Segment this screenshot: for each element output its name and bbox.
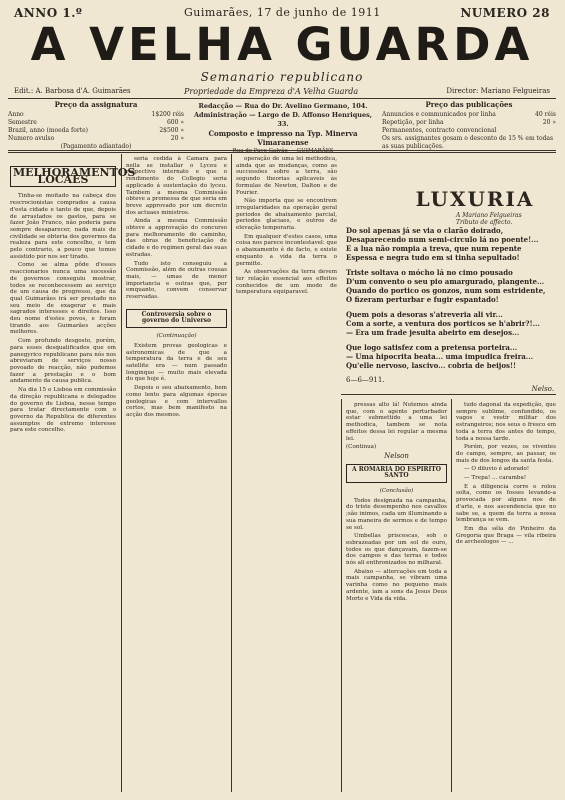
column-divider bbox=[121, 154, 122, 792]
subscription-note: (Pagamento adiantado) bbox=[60, 143, 132, 150]
paragraph: E a diligencia corre e rolou solta, como os fosses levando-a provocada por alguns nos de d'arte, e nos ascendencia que no sabe se, a quem da terra a nossa lembrança se vem. bbox=[456, 483, 556, 524]
publications-note: Os srs. assignantes gosam o desconto de 15 % em todas as suas publicações. bbox=[382, 135, 554, 150]
poem-stanza: Que logo satisfez com a pretensa porteira... — Uma hipocrita beata... uma impudica freira... Qu'elle nervoso, lascivo... cobria de beijos!! bbox=[346, 343, 534, 370]
paragraph: Com profundo desgosto, porém, para esses desqualificados que em panegyrico republicano para nós nos abreviaram de serviços nosso povoado de reacção, não pudemos fazer a prestação e o bom andamento da causa publica. bbox=[10, 338, 116, 385]
redaction-line: Redacção — Rua do Dr. Avelino Germano, 104. bbox=[198, 102, 368, 110]
article-heading-controversia: Controversia sobre o governo do Universo bbox=[126, 309, 227, 328]
paragraph: Não importa que se encontrem irregularidades na operação geral periodos de abaixamento parcial, periodos glaciaes, e outros de elevação temporaria. bbox=[236, 198, 337, 232]
column-1 bbox=[10, 164, 136, 792]
subscription-row: Numero avulso 20 » bbox=[8, 135, 184, 142]
admin-line: Administração — Largo de D. Affonso Henriques, 33. bbox=[193, 111, 373, 128]
masthead-subtitle: Semanario republicano bbox=[200, 70, 364, 84]
column-divider bbox=[341, 399, 342, 792]
paragraph: operação de uma lei methodica, ainda que as mudanças, como as successões sobre a terra, são segundo theorias aplicaveis às formulas de Newton, Dalton e de Fourier. bbox=[236, 156, 337, 196]
poem-signature: Nelso. bbox=[531, 385, 554, 393]
masthead-meta bbox=[14, 87, 550, 97]
paragraph: Abaixo — altercações em toda a mais campanha, se vibram uma varinha como no pequeno mais ardente, iam a sons da Jesus Deus Morto e Vida da vida. bbox=[346, 568, 447, 602]
poem-stanza: Do sol apenas já se via o clarão doirado, Desaparecendo num semi-circulo lá no poente!... E a lua não rompia a treva, que num repente Espessa e negra tudo em si tinha sepultado! bbox=[346, 226, 539, 262]
year-label: ANNO 1.º bbox=[14, 6, 83, 20]
column-divider bbox=[231, 154, 232, 792]
publications-title: Preço das publicações bbox=[425, 100, 513, 109]
paragraph: Porém, por vezes, os viventes do campo, sempre, ao passar, os mais de dos longos da santa festa. bbox=[456, 444, 556, 464]
column-5 bbox=[456, 402, 556, 792]
subscription-row: Semestre 600 » bbox=[8, 119, 184, 126]
paragraph: Ainda a mesma Commissão obteve a approvação do concurso para melhoramento do caminho, das obras de beneficiação de cidade e do regimen geral das suas estradas. bbox=[126, 218, 227, 258]
masthead-title: A VELHA GUARDA bbox=[30, 18, 534, 71]
administration-box bbox=[190, 102, 376, 156]
paragraph: As observações da terra devem ter relação essencial aos effeitos conhecidos de um modo de temperatura equiparavel. bbox=[236, 269, 337, 296]
article-signature: Nelson bbox=[384, 451, 409, 460]
poem-stanza: Quem pois a desoras s'atreveria ali vir... Com a sorte, a ventura dos porticos se h'abrir?!... — Era um frade jesuita abeirto em desejos... bbox=[346, 310, 540, 337]
article-heading-romaria: A ROMARIA DO ESPIRITO SANTO bbox=[346, 464, 447, 483]
rule-top bbox=[8, 98, 556, 99]
poem-body bbox=[346, 226, 554, 394]
paragraph: Na dia 15 o Lisboa em commissão da direção republicana e delegados do governo de Lisboa, nesse tempo para tratar directamente com o governo da Republica de diferentes assumptos de extremo interesse para este concelho. bbox=[10, 387, 116, 434]
paragraph: Em qualquer d'estes casos, uma coisa nos parece incontestavel: que o abaixamento é de facto, e existe enquanto a vida da terra o permitte. bbox=[236, 233, 337, 267]
editor-line: Edit.: A. Barbosa d'A. Guimarães bbox=[14, 87, 131, 95]
print-address: Rua de Payo Galvão — GUIMARÃES bbox=[232, 148, 334, 154]
paragraph: Existem provas geologicas e astronomicas de que a temperatura da terra e de seu satellite era — num passado longinquo — muito mais elevada do que hoje é. bbox=[126, 342, 227, 383]
issue-number: NUMERO 28 bbox=[460, 6, 550, 20]
paragraph: Em dia séla do Pinheiro da Gregoria que Braga — vila ribeira de archeologos — ... bbox=[456, 525, 556, 546]
paragraph: seria cedida à Camara para nella se installar o Lyceu e respectivo internato e que o rendimento do Collegio seria applicado á sustentação do lyceu. Tambem a mesma Commissão obteve a promessa de que seria em breve approvado por um decreto dos actuaes ministros. bbox=[126, 156, 227, 216]
column-4 bbox=[346, 402, 447, 792]
paragraph: Depois o seu abaixamento, bem como lento para algumas épocas geologicas e com intervallos certos, mas bem manifesto na acção dos mesmos. bbox=[126, 385, 227, 418]
print-line: Composto e impresso na Typ. Minerva Vimaranense bbox=[208, 129, 358, 147]
paragraph: Como se alma pôde d'esses reaccionarios nunca uma sucessão de governos conseguiu mostrar, todos se reconhecessem ao serviço de um causa de progresso, que da qual Guimarães irá ser prestado no seu meio de exagerar e mais sagrados interesses e direitos. Isso deu nome d'estes povos, e foram tirando aos Guimarães acções melhores. bbox=[10, 262, 116, 336]
subscription-row: Brazil, anno (moeda forte) 2$500 » bbox=[8, 127, 184, 134]
paragraph: tudo dagonal da expedição, que sempre sublime, confundido, os vagos e vestir militar dos estrangeiros; nos seus o fresco em toda a terra dos antes do tempo, toda a nossa tarde. bbox=[456, 402, 556, 442]
paragraph: Todos designada na campanha, do triste desempenho nos cavallos ;são inimos, cada um illuminando a sua maneira de sermos e de tempo se sol. bbox=[346, 497, 447, 531]
article-heading-melhoramentos: MELHORAMENTOS LOCAES bbox=[10, 166, 116, 187]
poem-bottom-rule bbox=[341, 394, 556, 395]
rule-body-top bbox=[8, 150, 556, 151]
paragraph: — O diluvio é adorado! bbox=[464, 466, 530, 473]
poem-title: LUXURIA bbox=[415, 187, 535, 211]
paragraph: — Trepa! ... caramba! bbox=[464, 475, 527, 482]
paragraph: pressas alto lá! Notemos ainda que, com o agente perturbador estar submettido a uma lei methodica, tambem se nota effeitos dessa lei regular a mesma lei. bbox=[346, 402, 447, 442]
poem-stanza: Triste soltava o mócho lá no cimo pousado D'um convento o seu pio amargurado, plangente... Quando do portico os gonzos, num som estridente, O fizeram perturbar e fugir espantado! bbox=[346, 268, 546, 304]
paragraph: Umbellas priscescas, sob o esbrazeadas por um sol de ouro, todos os que dançavam, fazem-se dos campos e das terras e todos nós ali enthronizados no milharal. bbox=[346, 533, 447, 567]
heading-note: (Continuação) bbox=[156, 333, 197, 340]
place-date: Guimarães, 17 de junho de 1911 bbox=[184, 6, 381, 19]
rule-body-top-2 bbox=[8, 152, 556, 153]
publications-row: Annuncios e communicados por linha 40 réis bbox=[382, 111, 556, 118]
paragraph: Tudo isto conseguiu a Commissão, além de outras cousas mais, — umas de menor importancia e outras que, por emquanto, convem conservar reservadas. bbox=[126, 260, 227, 301]
poem-date: 6—6—911. bbox=[346, 376, 385, 384]
column-2 bbox=[126, 156, 227, 792]
director-line: Director: Mariano Felgueiras bbox=[446, 87, 550, 95]
heading-note: (Conclusão) bbox=[379, 488, 414, 495]
publications-row: Repetição, por linha 20 » bbox=[382, 119, 556, 126]
publications-row: Permanentes, contracto convencional bbox=[382, 127, 497, 134]
subscription-row: Anno 1$200 réis bbox=[8, 111, 184, 118]
poem-dedication: A Mariano Felgueiras Tributo de affecto. bbox=[456, 212, 522, 226]
subscription-title: Preço da assignatura bbox=[54, 100, 138, 109]
column-3 bbox=[236, 156, 337, 792]
continua-note: (Continua) bbox=[346, 444, 377, 451]
publications-box bbox=[382, 101, 556, 151]
subscription-box bbox=[8, 101, 184, 151]
newspaper-page bbox=[8, 4, 556, 794]
column-divider bbox=[451, 399, 452, 792]
paragraph: Tinha-se moitado na cabeça dos rescrocionistas comprados a causa d'esta cidade e tanto de que, depois de arrastados os gastos, para se fazer João Franco, não poderia para sempre desaparecer, nada mais de civilidade se obteria dos governos da realeza para este concelho, o tem pelo contrario, a pouco que temos assistido por nos ser tirado. bbox=[10, 193, 116, 260]
property-line: Propriedade da Empreza d'A Velha Guarda bbox=[184, 87, 359, 96]
